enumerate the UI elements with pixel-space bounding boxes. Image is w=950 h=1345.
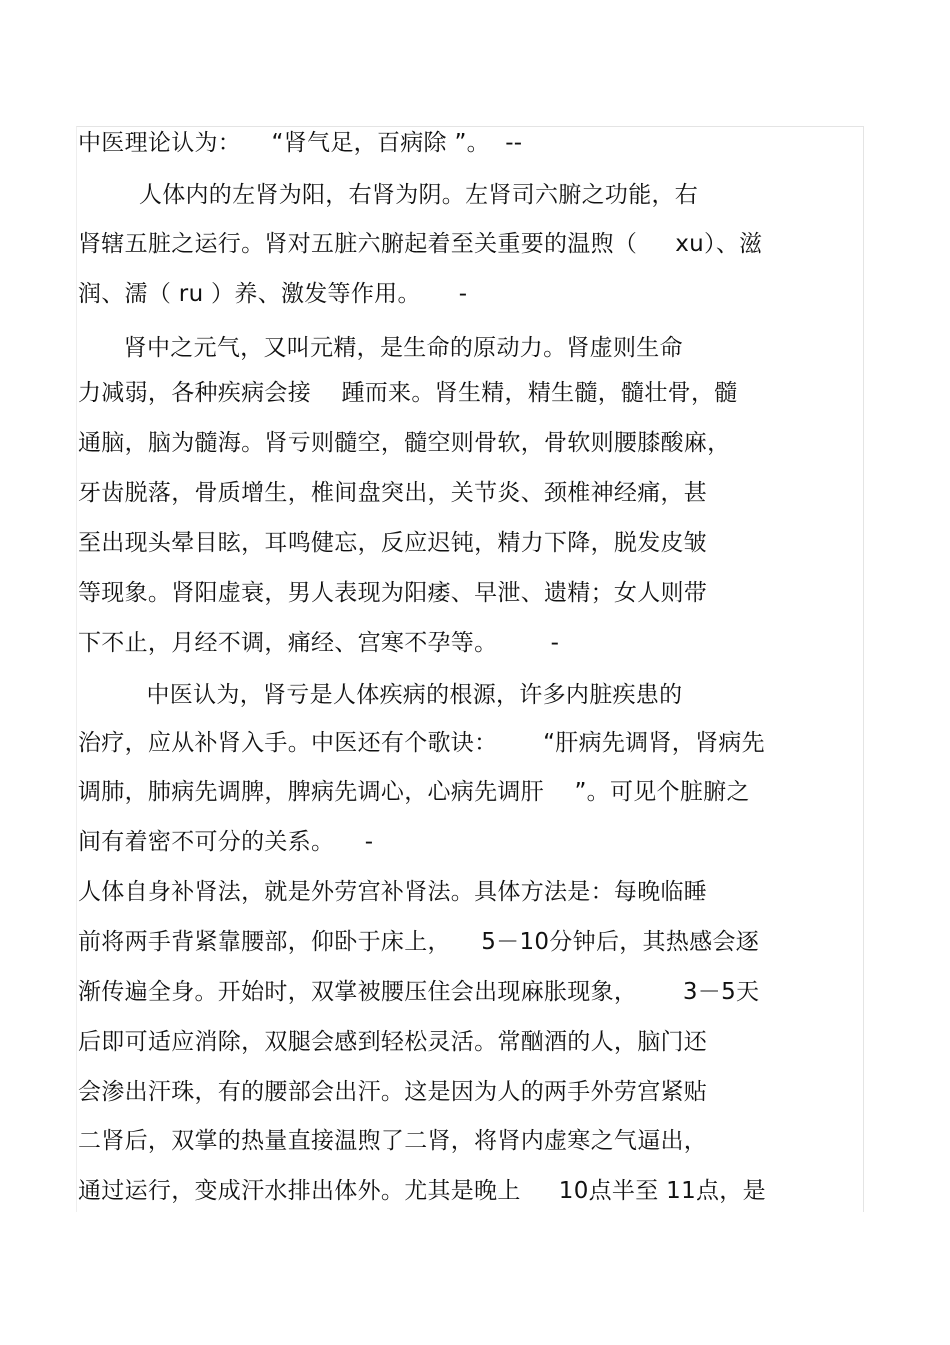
text-line: 前将两手背紧靠腰部，仰卧于床上， 5－10分钟后，其热感会逐 [78, 929, 760, 955]
text-line: 会渗出汗珠，有的腰部会出汗。这是因为人的两手外劳宫紧贴 [78, 1079, 708, 1105]
text-line: 至出现头晕目眩，耳鸣健忘，反应迟钝，精力下降，脱发皮皱 [78, 530, 708, 556]
text-line: 通过运行，变成汗水排出体外。尤其是晚上 10点半至 11点，是 [78, 1178, 766, 1204]
text-line: 治疗，应从补肾入手。中医还有个歌诀： “肝病先调肾，肾病先 [78, 730, 765, 756]
text-line: 肾辖五脏之运行。肾对五脏六腑起着至关重要的温煦（ xu）、滋 [78, 231, 763, 257]
text-line: 二肾后，双掌的热量直接温煦了二肾，将肾内虚寒之气逼出， [78, 1128, 708, 1154]
text-line: 中医理论认为： “肾气足，百病除 ”。 -- [78, 130, 523, 156]
text-line: 中医认为，肾亏是人体疾病的根源，许多内脏疾患的 [78, 682, 683, 708]
text-line: 等现象。肾阳虚衰，男人表现为阳痿、早泄、遗精；女人则带 [78, 580, 708, 606]
text-line: 肾中之元气，又叫元精，是生命的原动力。肾虚则生命 [78, 335, 683, 361]
text-line: 润、濡（ ru ）养、激发等作用。 - [78, 281, 468, 307]
text-line: 通脑，脑为髓海。肾亏则髓空，髓空则骨软，骨软则腰膝酸麻， [78, 430, 731, 456]
text-line: 渐传遍全身。开始时，双掌被腰压住会出现麻胀现象， 3－5天 [78, 979, 760, 1005]
text-line: 力减弱，各种疾病会接 踵而来。肾生精，精生髓，髓壮骨，髓 [78, 380, 738, 406]
text-line: 间有着密不可分的关系。 - [78, 829, 374, 855]
text-line: 人体内的左肾为阳，右肾为阴。左肾司六腑之功能，右 [78, 182, 699, 208]
text-line: 人体自身补肾法，就是外劳宫补肾法。具体方法是：每晚临睡 [78, 879, 708, 905]
text-line: 下不止，月经不调，痛经、宫寒不孕等。 - [78, 630, 560, 656]
text-line: 后即可适应消除，双腿会感到轻松灵活。常酗酒的人，脑门还 [78, 1029, 708, 1055]
text-line: 牙齿脱落，骨质增生，椎间盘突出，关节炎、颈椎神经痛，甚 [78, 480, 708, 506]
text-line: 调肺，肺病先调脾，脾病先调心，心病先调肝 ”。可见个脏腑之 [78, 779, 750, 805]
